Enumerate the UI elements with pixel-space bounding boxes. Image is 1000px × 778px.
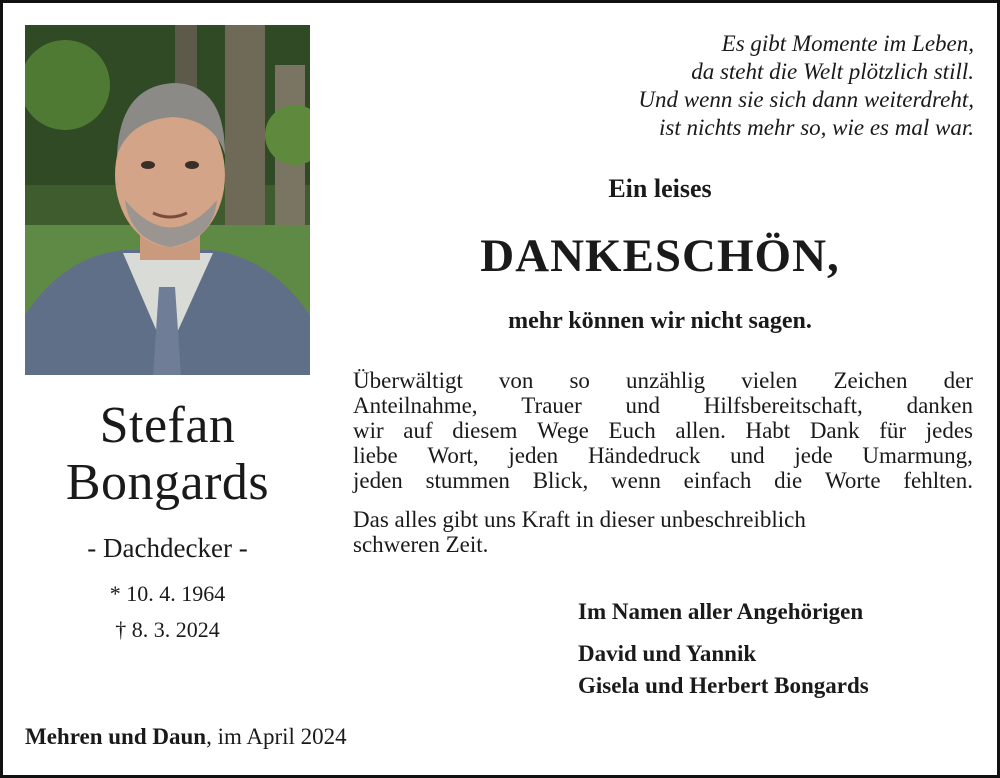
word: Worte — [824, 468, 881, 493]
word: liebe — [353, 443, 398, 468]
word: jeden — [508, 443, 559, 468]
heading-main: DANKESCHÖN, — [480, 230, 840, 282]
life-dates — [25, 576, 310, 648]
text-line — [353, 418, 973, 443]
text-line — [353, 368, 973, 393]
word: Zeichen — [833, 368, 908, 393]
word: Trauer — [521, 393, 582, 418]
word: Blick, — [532, 468, 589, 493]
word: Euch — [608, 418, 656, 443]
word: für — [879, 418, 907, 443]
signature-names-2: Gisela und Herbert Bongards — [578, 673, 869, 698]
date: , im April 2024 — [206, 724, 347, 749]
word: Wort, — [427, 443, 479, 468]
word: Überwältigt — [353, 368, 463, 393]
word: wenn — [611, 468, 661, 493]
death-date: † 8. 3. 2024 — [115, 617, 220, 642]
heading-sub: mehr können wir nicht sagen. — [508, 308, 812, 334]
text-line: schweren Zeit. — [353, 532, 489, 557]
word: wir — [353, 418, 384, 443]
word: und — [625, 393, 661, 418]
portrait-photo — [25, 25, 310, 375]
word: vielen — [741, 368, 798, 393]
birth-date: * 10. 4. 1964 — [109, 581, 226, 606]
word: und — [730, 443, 765, 468]
heading-intro: Ein leises — [608, 174, 712, 203]
signature-block — [578, 596, 978, 702]
signature-intro: Im Namen aller Angehörigen — [578, 599, 864, 624]
text-line — [353, 393, 973, 418]
poem-line: ist nichts mehr so, wie es mal war. — [659, 115, 974, 140]
word: auf — [403, 418, 433, 443]
text-line: Das alles gibt uns Kraft in dieser unbeschreiblich — [353, 507, 806, 532]
word: allen. — [675, 418, 726, 443]
deceased-info — [25, 398, 310, 648]
word: jede — [794, 443, 833, 468]
first-name: Stefan — [99, 397, 236, 454]
word: einfach — [683, 468, 752, 493]
poem — [454, 30, 974, 142]
place: Mehren und Daun — [25, 724, 207, 749]
poem-line: Und wenn sie sich dann weiterdreht, — [638, 87, 974, 112]
word: Dank — [809, 418, 860, 443]
word: Händedruck — [587, 443, 701, 468]
word: fehlten. — [903, 468, 973, 493]
word: Anteilnahme, — [353, 393, 478, 418]
text-line — [353, 443, 973, 468]
word: Wege — [537, 418, 589, 443]
word: von — [498, 368, 534, 393]
place-date — [25, 722, 347, 752]
word: unzählig — [625, 368, 706, 393]
poem-line: da steht die Welt plötzlich still. — [691, 59, 974, 84]
word: Habt — [745, 418, 791, 443]
word: der — [943, 368, 973, 393]
paragraph-2 — [353, 507, 973, 557]
word: danken — [906, 393, 973, 418]
thank-you-message — [353, 368, 973, 557]
word: so — [569, 368, 590, 393]
word: jedes — [925, 418, 973, 443]
poem-line: Es gibt Momente im Leben, — [721, 31, 974, 56]
word: die — [774, 468, 803, 493]
word: stummen — [425, 468, 510, 493]
word: Umarmung, — [862, 443, 973, 468]
paragraph-1 — [353, 368, 973, 493]
profession: - Dachdecker - — [87, 533, 248, 563]
text-line — [353, 468, 973, 493]
last-name: Bongards — [65, 454, 270, 511]
word: diesem — [452, 418, 518, 443]
word: jeden — [353, 468, 403, 493]
signature-names-1: David und Yannik — [578, 641, 757, 666]
word: Hilfsbereitschaft, — [703, 393, 863, 418]
